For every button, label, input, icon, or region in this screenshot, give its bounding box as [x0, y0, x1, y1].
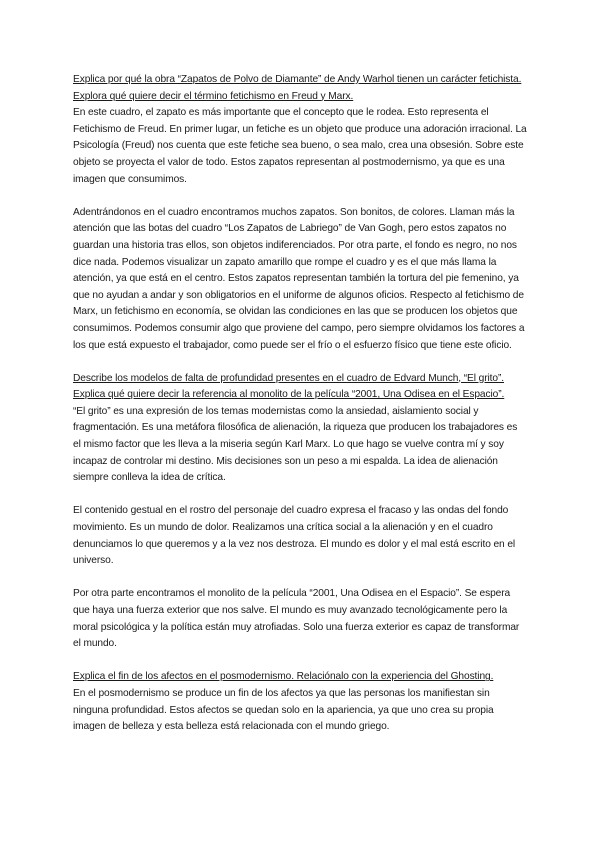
question-heading: Describe los modelos de falta de profundidad presentes en el cuadro de Edvard Munch, “El grito”. Explica qué quiere decir la referencia al monolito de la película “2001, Una Odisea en el Espacio”. [73, 372, 505, 401]
answer-paragraph: Adentrándonos en el cuadro encontramos muchos zapatos. Son bonitos, de colores. Llaman más la atención que las botas del cuadro “Los Zapatos de Labriego” de Van Gogh, pero estos zapatos no guardan una historia tras ellos, son objetos indiferenciados. Por otra parte, el fondo es negro, no nos dice nada. Podemos visualizar un zapato amarillo que rompe el cuadro y es el que más llama la atención, ya que está en el centro. Estos zapatos representan también la tortura del pie femenino, ya que no ayudan a andar y son obligatorios en el uniforme de algunos oficios. Respecto al fetichismo de Marx, un fetichismo en economía, se olvidan las condiciones en las que se producen los objetos que consumimos. Podemos consumir algo que proviene del campo, pero siempre olvidamos los factores a los que está expuesto el trabajador, como puede ser el frío o el esfuerzo físico que tiene este oficio. [73, 206, 525, 351]
section-warhol [73, 72, 527, 354]
section-munch [73, 371, 527, 653]
question-heading: Explica por qué la obra “Zapatos de Polvo de Diamante” de Andy Warhol tienen un carácter fetichista. Explora qué quiere decir el término fetichismo en Freud y Marx. [73, 74, 522, 102]
answer-paragraph: El contenido gestual en el rostro del personaje del cuadro expresa el fracaso y las ondas del fondo movimiento. Es un mundo de dolor. Realizamos una crítica social a la alienación y en el cuadro denunciamos lo que queremos y a la vez nos destroza. El mundo es dolor y el mal está escrito en el universo. [73, 505, 516, 567]
section-ghosting [73, 669, 527, 735]
answer-paragraph: En el posmodernismo se produce un fin de los afectos ya que las personas los manifiestan sin ninguna profundidad. Estos afectos se quedan solo en la apariencia, ya que uno crea su propia imagen de belleza y esta belleza está relacionada con el mundo griego. [73, 687, 494, 733]
answer-paragraph: “El grito” es una expresión de los temas modernistas como la ansiedad, aislamiento social y fragmentación. Es una metáfora filosófica de alienación, la riqueza que producen los trabajadores es el mismo factor que les lleva a la miseria según Karl Marx. Lo que hago se vuelve contra mí y soy incapaz de controlar mi destino. Mis decisiones son un peso a mi espalda. La idea de alienación siempre conlleva la idea de crítica. [73, 405, 518, 484]
question-heading: Explica el fin de los afectos en el posmodernismo. Relaciónalo con la experiencia del Ghosting. [73, 671, 494, 683]
answer-paragraph: En este cuadro, el zapato es más importante que el concepto que le rodea. Esto representa el Fetichismo de Freud. En primer lugar, un fetiche es un objeto que produce una adoración irracional. La Psicología (Freud) nos cuenta que este fetiche sea bueno, o sea malo, crea una obsesión. Sobre este objeto se proyecta el valor de todo. Estos zapatos representan al postmodernismo, ya que es una imagen que consumimos. [73, 107, 527, 185]
answer-paragraph: Por otra parte encontramos el monolito de la película “2001, Una Odisea en el Espacio”. Se espera que haya una fuerza exterior que nos salve. El mundo es muy avanzado tecnológicamente pero la moral psicológica y la política están muy atrofiadas. Solo una fuerza exterior es capaz de transformar el mundo. [73, 588, 520, 650]
document-page [73, 72, 527, 736]
